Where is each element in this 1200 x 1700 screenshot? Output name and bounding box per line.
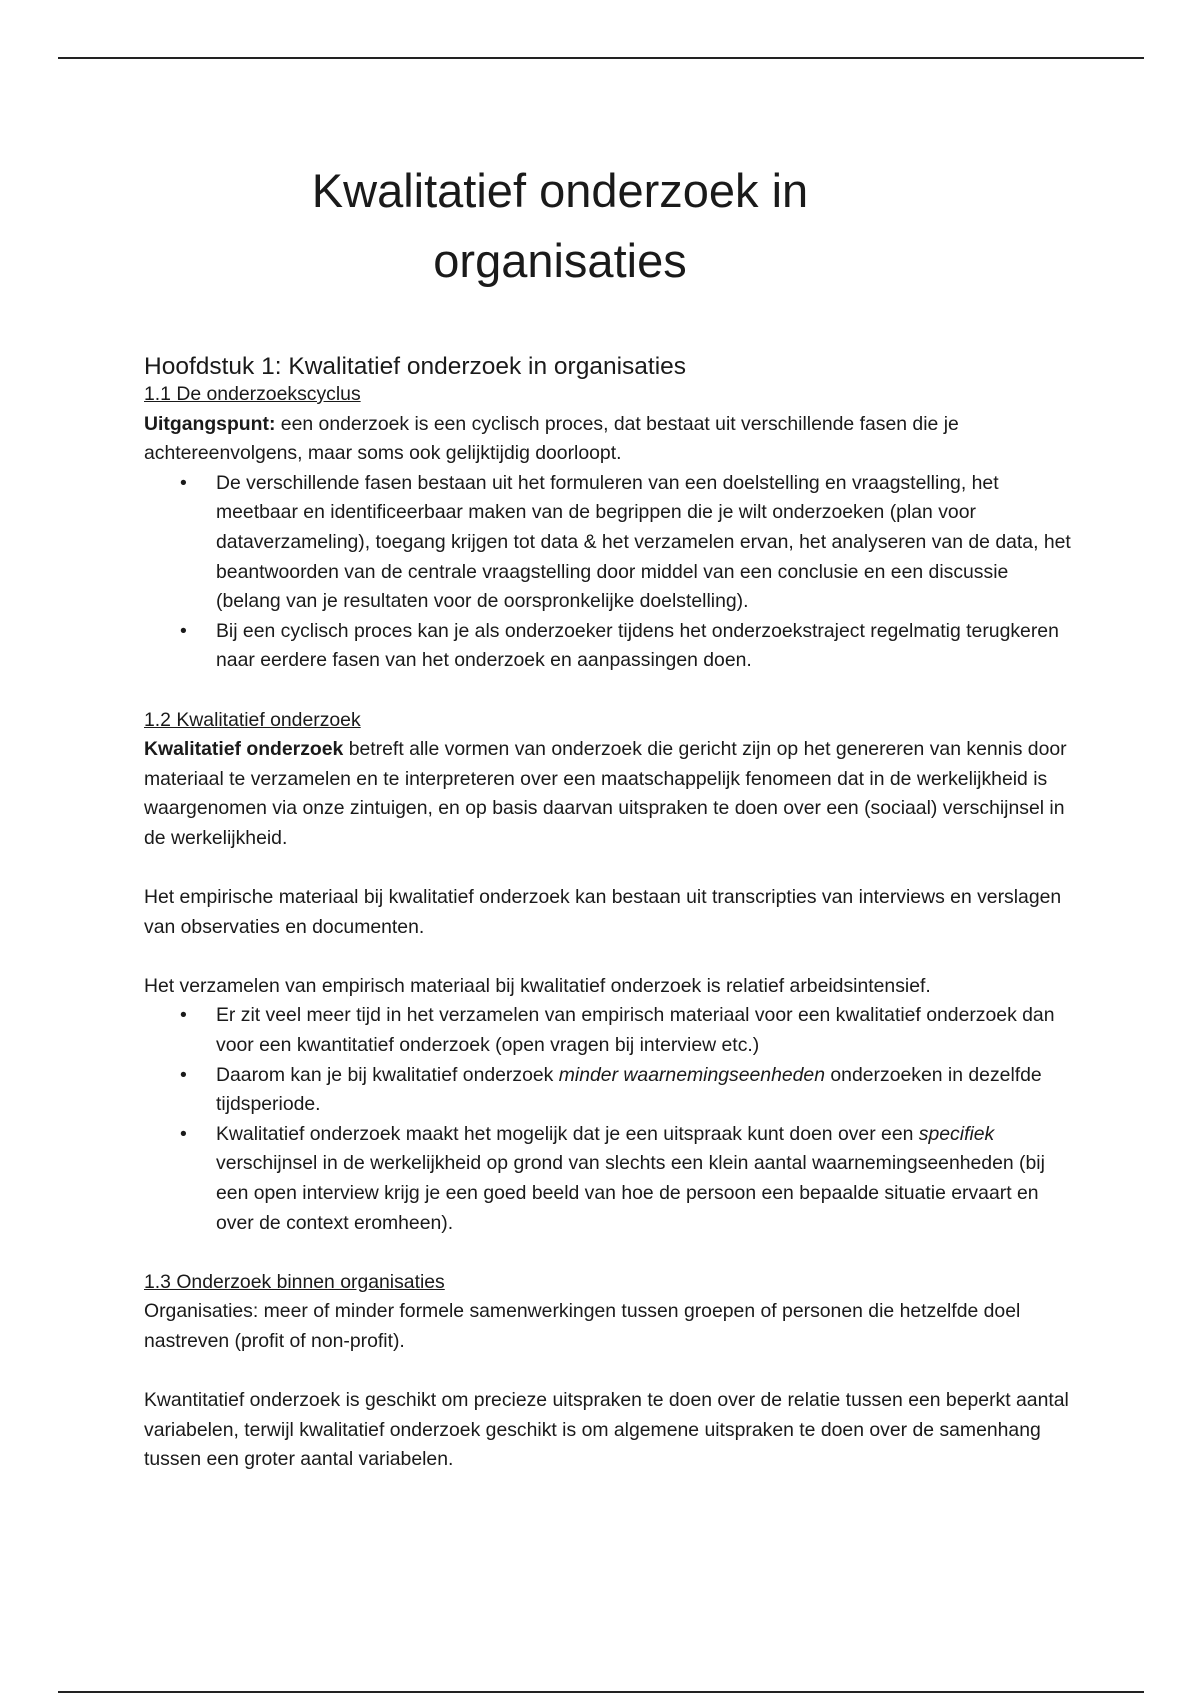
intro-text: een onderzoek is een cyclisch proces, dat bestaat uit verschillende fasen die je achtereenvolgens, maar soms ook gelijktijdig doorloopt. [144,412,959,465]
section-heading-1-1: 1.1 De onderzoekscyclus [144,383,361,405]
section-1-2-paragraph-2: Het empirische materiaal bij kwalitatief onderzoek kan bestaan uit transcripties van interviews en verslagen van observaties en documenten. [144,886,1062,938]
list-item [180,1001,1074,1060]
list-item-text: Kwalitatief onderzoek maakt het mogelijk dat je een uitspraak kunt doen over een [216,1122,919,1145]
spacer [144,1238,1074,1268]
list-item-emphasis: specifiek [918,1122,995,1145]
intro-bold-term: Uitgangspunt: [144,412,276,435]
spacer [144,942,1074,972]
title-line-1: Kwalitatief onderzoek in [311,164,809,217]
list-item-text: De verschillende fasen bestaan uit het formuleren van een doelstelling en vraagstelling, het meetbaar en identificeerbaar maken van de begrippen die je wilt onderzoeken (plan voor dataverzameling), toegang krijgen tot data & het verzamelen ervan, het analyseren van de data, het beantwoorden van de centrale vraagstelling door middel van een conclusie en een discussie (belang van je resultaten voor de oorspronkelijke doelstelling). [216,471,1071,613]
list-item [180,469,1074,617]
list-item-emphasis: minder waarnemingseenheden [558,1063,826,1086]
spacer [144,854,1074,884]
list-item [180,617,1074,676]
spacer [144,676,1074,706]
chapter-heading: Hoofdstuk 1: Kwalitatief onderzoek in organisaties [144,353,687,380]
spacer [144,1357,1074,1387]
section-heading-1-3: 1.3 Onderzoek binnen organisaties [144,1270,445,1293]
definition-text: betreft alle vormen van onderzoek die gericht zijn op het genereren van kennis door materiaal te verzamelen en te interpreteren over een maatschappelijk fenomeen dat in de werkelijkheid is waargenomen via onze zintuigen, en op basis daarvan uitspraken te doen over een (sociaal) verschijnsel in de werkelijkheid. [144,738,1067,849]
section-1-2-paragraph-3: Het verzamelen van empirisch materiaal bij kwalitatief onderzoek is relatief arbeidsintensief. [144,974,931,997]
bullet-icon: • [180,1063,187,1086]
title-line-2: organisaties [433,234,687,287]
section-1-3-paragraph-2: Kwantitatief onderzoek is geschikt om precieze uitspraken te doen over de relatie tussen een beperkt aantal variabelen, terwijl kwalitatief onderzoek geschikt is om algemene uitspraken te doen over de samenhang tussen een groter aantal variabelen. [144,1389,1069,1471]
header-rule [58,57,1144,59]
list-item [180,1120,1074,1238]
list-item-text: Daarom kan je bij kwalitatief onderzoek [216,1063,559,1086]
definition-bold-term: Kwalitatief onderzoek [144,738,344,761]
list-item-text: onderzoeken in dezelfde tijdsperiode. [216,1063,1042,1116]
bullet-icon: • [180,471,187,494]
document-title [0,156,1120,296]
section-heading-1-2: 1.2 Kwalitatief onderzoek [144,708,361,731]
list-item-text: Bij een cyclisch proces kan je als onderzoeker tijdens het onderzoekstraject regelmatig terugkeren naar eerdere fasen van het onderzoek en aanpassingen doen. [216,619,1059,672]
section-1-2-bullets [144,1001,1074,1238]
document-body [144,349,1074,1475]
list-item-text: verschijnsel in de werkelijkheid op grond van slechts een klein aantal waarnemingseenheden (bij een open interview krijg je een goed beeld van hoe de persoon een bepaalde situatie ervaart en over de context eromheen). [216,1152,1045,1234]
section-1-2-definition [144,735,1074,853]
bullet-icon: • [180,1122,187,1145]
section-1-1-bullets [144,469,1074,676]
bullet-icon: • [180,619,187,642]
bullet-icon: • [180,1004,187,1027]
list-item [180,1061,1074,1120]
section-1-3-paragraph-1: Organisaties: meer of minder formele samenwerkingen tussen groepen of personen die hetzelfde doel nastreven (profit of non-profit). [144,1300,1021,1352]
footer-rule [58,1691,1144,1693]
list-item-text: Er zit veel meer tijd in het verzamelen van empirisch materiaal voor een kwalitatief onderzoek dan voor een kwantitatief onderzoek (open vragen bij interview etc.) [216,1004,1055,1057]
section-1-1-intro [144,410,1074,469]
